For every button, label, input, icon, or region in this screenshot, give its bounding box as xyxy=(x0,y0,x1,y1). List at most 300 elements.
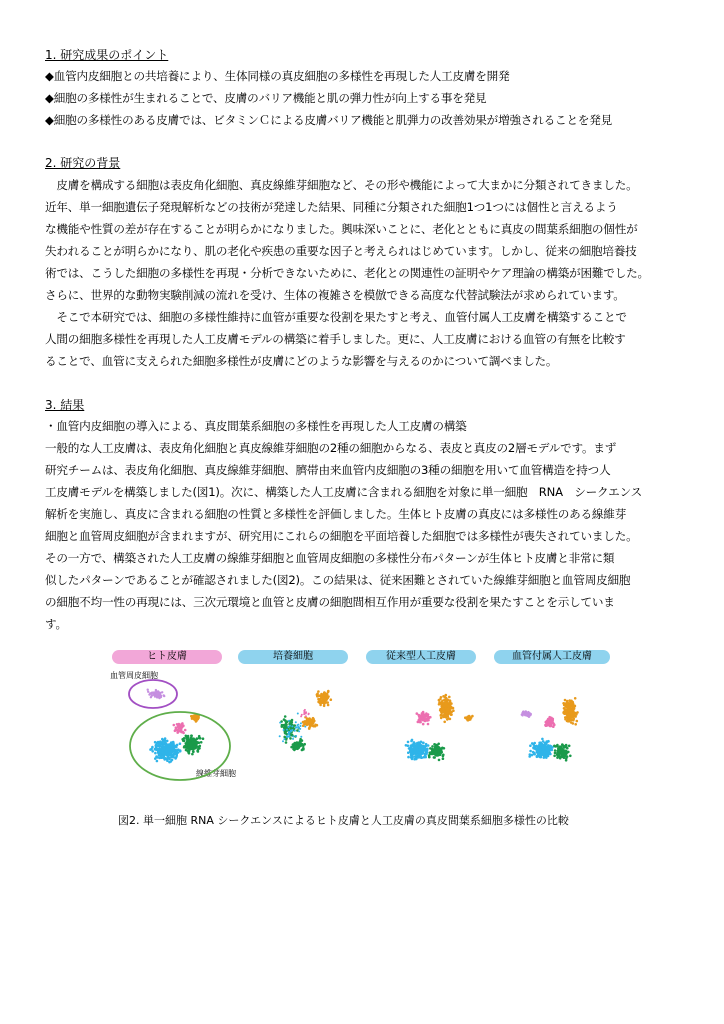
umap-point xyxy=(289,732,291,734)
umap-point xyxy=(436,748,439,751)
umap-point xyxy=(415,751,418,754)
umap-point xyxy=(193,745,196,748)
umap-point xyxy=(279,735,281,737)
umap-point xyxy=(157,748,160,751)
umap-point xyxy=(450,713,453,716)
results-line: 細胞と血管周皮細胞が含まれますが、研究用にこれらの細胞を平面培養した細胞では多様性が喪失されていました。 xyxy=(45,529,638,543)
umap-point xyxy=(286,729,288,731)
panel-label-cultured-cells: 培養細胞 xyxy=(238,650,348,664)
results-line: その一方で、構築された人工皮膚の線維芽細胞と血管周皮細胞の多様性分布パターンが生体ヒト皮膚と非常に類 xyxy=(45,551,615,565)
umap-point xyxy=(317,701,320,704)
umap-point xyxy=(173,724,176,727)
umap-point xyxy=(575,713,578,716)
umap-point xyxy=(553,755,556,758)
umap-point xyxy=(173,744,176,747)
umap-point xyxy=(409,751,412,754)
umap-point xyxy=(159,695,161,697)
umap-point xyxy=(179,749,182,752)
umap-point xyxy=(434,750,437,753)
umap-point xyxy=(171,741,174,744)
umap-point xyxy=(292,736,294,738)
umap-point xyxy=(288,726,290,728)
panel-label-human-skin: ヒト皮膚 xyxy=(112,650,222,664)
umap-point xyxy=(536,755,539,758)
umap-point xyxy=(284,732,287,735)
umap-point xyxy=(413,744,416,747)
umap-point xyxy=(559,750,562,753)
umap-point xyxy=(438,699,441,702)
umap-point xyxy=(438,759,441,762)
umap-point xyxy=(323,692,326,695)
umap-point xyxy=(419,718,422,721)
umap-point xyxy=(444,699,447,702)
results-line: 工皮膚モデルを構築しました(図1)。次に、構築した人工皮膚に含まれる細胞を対象に単一細胞 RNA シークエンス xyxy=(45,485,643,499)
umap-point xyxy=(284,723,287,726)
umap-point xyxy=(570,709,573,712)
umap-point xyxy=(442,695,445,698)
umap-point xyxy=(279,722,281,724)
umap-point xyxy=(564,718,567,721)
umap-point xyxy=(424,714,427,717)
umap-point xyxy=(541,738,544,741)
umap-point xyxy=(552,724,555,727)
umap-point xyxy=(529,750,532,753)
umap-point xyxy=(542,753,545,756)
umap-point xyxy=(170,760,173,763)
umap-point xyxy=(574,697,577,700)
umap-point xyxy=(196,718,199,721)
umap-point xyxy=(572,722,575,725)
umap-point xyxy=(150,748,153,751)
umap-point xyxy=(428,716,431,719)
umap-point xyxy=(417,756,420,759)
umap-point xyxy=(319,704,322,707)
umap-point xyxy=(558,753,561,756)
umap-point xyxy=(297,726,299,728)
umap-point xyxy=(414,756,417,759)
umap-point xyxy=(288,720,290,722)
umap-point xyxy=(427,723,430,726)
umap-point xyxy=(174,757,177,760)
umap-point xyxy=(411,756,414,759)
umap-point xyxy=(188,739,191,742)
umap-point xyxy=(181,738,184,741)
umap-point xyxy=(185,735,188,738)
umap-point xyxy=(198,741,201,744)
umap-point xyxy=(529,744,532,747)
umap-point xyxy=(166,757,169,760)
umap-point xyxy=(550,745,553,748)
umap-point xyxy=(321,700,324,703)
umap-point xyxy=(304,709,306,711)
umap-point xyxy=(155,742,158,745)
umap-point xyxy=(424,746,427,749)
umap-point xyxy=(188,741,191,744)
umap-point xyxy=(175,746,178,749)
umap-point xyxy=(300,715,302,717)
umap-point xyxy=(282,740,284,742)
umap-point xyxy=(150,693,152,695)
umap-point xyxy=(422,723,425,726)
umap-point xyxy=(443,747,446,750)
umap-point xyxy=(304,711,306,713)
umap-point xyxy=(576,720,579,723)
umap-point xyxy=(407,744,410,747)
background-line: 失われることが明らかになり、肌の老化や疾患の重要な因子と考えられはじめています。しかし、従来の細胞培養技 xyxy=(45,244,637,258)
umap-point xyxy=(300,736,302,738)
umap-point xyxy=(568,745,571,748)
umap-point xyxy=(422,750,425,753)
umap-point xyxy=(566,705,569,708)
panel-label-conventional-skin: 従来型人工皮膚 xyxy=(366,650,476,664)
umap-point xyxy=(407,751,410,754)
umap-point xyxy=(281,724,284,727)
umap-point xyxy=(569,706,572,709)
umap-point xyxy=(147,691,149,693)
umap-point xyxy=(562,702,565,705)
umap-point xyxy=(446,698,449,701)
umap-point xyxy=(154,748,157,751)
umap-point xyxy=(283,738,285,740)
background-line: 術では、こうした細胞の多様性を再現・分析できないために、老化との関連性の証明やケア理論の構築が困難でした。 xyxy=(45,266,649,280)
umap-point xyxy=(190,715,193,718)
results-line: す。 xyxy=(45,617,67,631)
umap-point xyxy=(466,717,469,720)
umap-point xyxy=(532,743,535,746)
umap-point xyxy=(532,751,535,754)
umap-point xyxy=(155,755,158,758)
umap-point xyxy=(154,752,157,755)
umap-point xyxy=(563,746,566,749)
umap-point xyxy=(449,704,452,707)
umap-point xyxy=(160,755,163,758)
umap-point xyxy=(444,704,447,707)
umap-point xyxy=(529,753,532,756)
umap-point xyxy=(422,719,425,722)
umap-point xyxy=(151,750,154,753)
umap-point xyxy=(420,741,423,744)
umap-point xyxy=(411,754,414,757)
umap-point xyxy=(448,696,451,699)
umap-point xyxy=(308,713,310,715)
umap-point xyxy=(152,693,154,695)
results-line: 研究チームは、表皮角化細胞、真皮線維芽細胞、臍帯由来血管内皮細胞の3種の細胞を用いて血管構造を持つ人 xyxy=(45,463,611,477)
umap-point xyxy=(563,707,566,710)
umap-point xyxy=(161,749,164,752)
umap-point xyxy=(411,745,414,748)
umap-point xyxy=(177,728,180,731)
background-line: 近年、単一細胞遺伝子発現解析などの技術が発達した結果、同種に分類された細胞1つ1つには個性と言えるよう xyxy=(45,200,618,214)
umap-point xyxy=(431,745,434,748)
umap-point xyxy=(304,726,306,728)
umap-point xyxy=(552,718,555,721)
umap-point xyxy=(318,694,321,697)
umap-point xyxy=(440,703,443,706)
umap-point xyxy=(330,698,333,701)
umap-point xyxy=(285,741,288,744)
umap-point xyxy=(291,725,293,727)
umap-point xyxy=(424,752,427,755)
umap-point xyxy=(295,726,297,728)
umap-point xyxy=(183,745,186,748)
umap-point xyxy=(548,723,551,726)
umap-point xyxy=(290,746,293,749)
umap-point xyxy=(562,751,565,754)
umap-point xyxy=(565,759,568,762)
umap-point xyxy=(564,712,567,715)
umap-point xyxy=(567,720,570,723)
umap-point xyxy=(181,723,184,726)
point-1: ◆血管内皮細胞との共培養により、生体同様の真皮細胞の多様性を再現した人工皮膚を開発 xyxy=(45,69,510,83)
umap-point xyxy=(450,711,453,714)
umap-point xyxy=(177,749,180,752)
umap-point xyxy=(193,715,196,718)
umap-point xyxy=(545,748,548,751)
umap-point xyxy=(566,701,569,704)
umap-point xyxy=(292,743,295,746)
umap-point xyxy=(306,717,309,720)
umap-point xyxy=(539,756,542,759)
umap-point xyxy=(317,698,320,701)
section1-heading: 1. 研究成果のポイント xyxy=(45,48,169,62)
umap-point xyxy=(539,744,542,747)
umap-point xyxy=(522,711,524,713)
umap-point xyxy=(291,729,293,731)
umap-point xyxy=(533,753,536,756)
umap-point xyxy=(572,714,575,717)
umap-point xyxy=(554,752,557,755)
umap-point xyxy=(172,749,175,752)
umap-point xyxy=(174,730,177,733)
umap-point xyxy=(187,735,190,738)
umap-point xyxy=(187,749,190,752)
umap-point xyxy=(449,718,452,721)
umap-point xyxy=(179,742,182,745)
umap-point xyxy=(305,721,308,724)
umap-point xyxy=(191,738,194,741)
umap-point xyxy=(418,753,421,756)
umap-point xyxy=(574,723,577,726)
umap-point xyxy=(202,737,205,740)
umap-point xyxy=(431,753,434,756)
section2-heading: 2. 研究の背景 xyxy=(45,156,121,170)
umap-point xyxy=(305,715,307,717)
umap-point xyxy=(545,752,548,755)
umap-point xyxy=(309,718,312,721)
umap-point xyxy=(407,756,410,759)
umap-point xyxy=(168,745,171,748)
umap-point xyxy=(163,757,166,760)
umap-point xyxy=(425,743,428,746)
umap-point xyxy=(156,744,159,747)
pericyte-annotation: 血管周皮細胞 xyxy=(110,671,158,680)
umap-point xyxy=(548,752,551,755)
umap-point xyxy=(199,737,202,740)
umap-point xyxy=(292,738,294,740)
umap-point xyxy=(545,755,548,758)
background-line: そこで本研究では、細胞の多様性維持に血管が重要な役割を果たすと考え、血管付属人工皮膚を構築することで xyxy=(45,310,627,324)
umap-point xyxy=(529,714,531,716)
umap-point xyxy=(317,690,320,693)
umap-point xyxy=(440,696,443,699)
umap-point xyxy=(567,716,570,719)
point-3: ◆細胞の多様性のある皮膚では、ビタミンＣによる皮膚バリア機能と肌弾力の改善効果が増強されることを発見 xyxy=(45,113,613,127)
umap-point xyxy=(295,735,297,737)
umap-point xyxy=(441,714,444,717)
umap-point xyxy=(192,750,195,753)
cluster-outline xyxy=(130,712,230,780)
umap-point xyxy=(410,740,413,743)
umap-point xyxy=(300,725,302,727)
umap-point xyxy=(471,715,474,718)
umap-point xyxy=(443,710,446,713)
umap-point xyxy=(431,750,434,753)
umap-point xyxy=(418,751,421,754)
umap-point xyxy=(300,722,302,724)
umap-point xyxy=(291,719,294,722)
umap-point xyxy=(297,746,300,749)
umap-point xyxy=(424,756,427,759)
umap-point xyxy=(424,749,427,752)
umap-point xyxy=(421,712,424,715)
umap-point xyxy=(302,747,305,750)
umap-point xyxy=(327,704,330,707)
umap-plot-human-skin xyxy=(118,668,238,778)
umap-point xyxy=(295,747,298,750)
umap-point xyxy=(436,754,439,757)
umap-point xyxy=(150,696,152,698)
umap-point xyxy=(424,718,427,721)
umap-point xyxy=(161,745,164,748)
umap-point xyxy=(184,729,187,732)
umap-plot-vascular-skin xyxy=(504,668,614,778)
umap-point xyxy=(298,730,300,732)
umap-point xyxy=(156,694,158,696)
umap-point xyxy=(157,690,159,692)
umap-point xyxy=(295,721,297,723)
umap-point xyxy=(420,756,423,759)
umap-point xyxy=(159,752,162,755)
umap-point xyxy=(416,749,419,752)
umap-point xyxy=(527,711,529,713)
umap-point xyxy=(312,717,315,720)
fibroblast-annotation: 線維芽細胞 xyxy=(196,769,236,778)
umap-plot-cultured-cells xyxy=(248,668,358,778)
background-line: さらに、世界的な動物実験削減の流れを受け、生体の複雑さを模倣できる高度な代替試験法が求められています。 xyxy=(45,288,625,302)
umap-plot-conventional-skin xyxy=(376,668,486,778)
umap-point xyxy=(296,741,299,744)
panel-label-vascular-skin: 血管付属人工皮膚 xyxy=(494,650,610,664)
umap-point xyxy=(421,745,424,748)
umap-point xyxy=(147,689,149,691)
umap-point xyxy=(185,742,188,745)
umap-point xyxy=(537,753,540,756)
umap-point xyxy=(310,724,313,727)
umap-point xyxy=(162,740,165,743)
umap-point xyxy=(294,730,296,732)
umap-point xyxy=(547,740,550,743)
umap-point xyxy=(197,748,200,751)
umap-point xyxy=(308,727,311,730)
umap-point xyxy=(178,723,181,726)
umap-point xyxy=(322,695,325,698)
umap-point xyxy=(557,747,560,750)
umap-point xyxy=(446,715,449,718)
umap-point xyxy=(166,740,169,743)
umap-point xyxy=(190,746,193,749)
umap-point xyxy=(163,695,165,697)
umap-point xyxy=(191,753,194,756)
umap-point xyxy=(433,756,436,759)
umap-point xyxy=(287,736,289,738)
umap-point xyxy=(532,747,535,750)
background-line: 皮膚を構成する細胞は表皮角化細胞、真皮線維芽細胞など、その形や機能によって大まかに分類されてきました。 xyxy=(45,178,638,192)
umap-point xyxy=(323,703,326,706)
umap-point xyxy=(439,752,442,755)
umap-point xyxy=(297,713,299,715)
umap-point xyxy=(291,733,294,736)
umap-point xyxy=(569,755,572,758)
umap-point xyxy=(547,720,550,723)
results-line: 一般的な人工皮膚は、表皮角化細胞と真皮線維芽細胞の2種の細胞からなる、表皮と真皮の2層モデルです。まず xyxy=(45,441,617,455)
umap-point xyxy=(548,747,551,750)
umap-point xyxy=(165,751,168,754)
results-line: 解析を実施し、真皮に含まれる細胞の性質と多様性を評価しました。生体ヒト皮膚の真皮には多様性のある線維芽 xyxy=(45,507,627,521)
umap-point xyxy=(572,719,575,722)
umap-point xyxy=(296,724,298,726)
umap-point xyxy=(159,692,161,694)
umap-point xyxy=(196,737,199,740)
umap-point xyxy=(283,729,285,731)
umap-point xyxy=(175,755,178,758)
umap-point xyxy=(177,725,180,728)
umap-point xyxy=(565,750,568,753)
umap-point xyxy=(156,760,159,763)
umap-point xyxy=(407,741,410,744)
umap-point xyxy=(538,750,541,753)
umap-point xyxy=(442,757,445,760)
figure-2 xyxy=(108,646,618,786)
umap-point xyxy=(155,689,157,691)
umap-point xyxy=(299,741,302,744)
umap-point xyxy=(561,743,564,746)
umap-point xyxy=(568,699,571,702)
umap-point xyxy=(542,740,545,743)
umap-point xyxy=(542,744,545,747)
background-line: な機能や性質の差が存在することが明らかになりました。興味深いことに、老化とともに真皮の間葉系細胞の個性が xyxy=(45,222,638,236)
umap-point xyxy=(283,718,286,721)
umap-point xyxy=(444,713,447,716)
umap-point xyxy=(180,727,183,730)
umap-point xyxy=(568,714,571,717)
umap-point xyxy=(284,715,287,718)
umap-point xyxy=(570,711,573,714)
umap-point xyxy=(159,740,162,743)
section3-heading: 3. 結果 xyxy=(45,398,85,412)
umap-point xyxy=(303,743,306,746)
umap-point xyxy=(440,717,443,720)
background-line: ることで、血管に支えられた細胞多様性が皮膚にどのような影響を与えるのかについて調べました。 xyxy=(45,354,558,368)
umap-point xyxy=(165,745,168,748)
umap-point xyxy=(418,715,421,718)
umap-point xyxy=(434,743,437,746)
umap-point xyxy=(314,725,317,728)
results-line: の細胞不均一性の再現には、三次元環境と血管と皮膚の細胞間相互作用が重要な役割を果たすことを示していま xyxy=(45,595,615,609)
umap-point xyxy=(554,749,557,752)
results-subheading: ・血管内皮細胞の導入による、真皮間葉系細胞の多様性を再現した人工皮膚の構築 xyxy=(45,419,467,433)
umap-point xyxy=(169,752,172,755)
umap-point xyxy=(441,700,444,703)
